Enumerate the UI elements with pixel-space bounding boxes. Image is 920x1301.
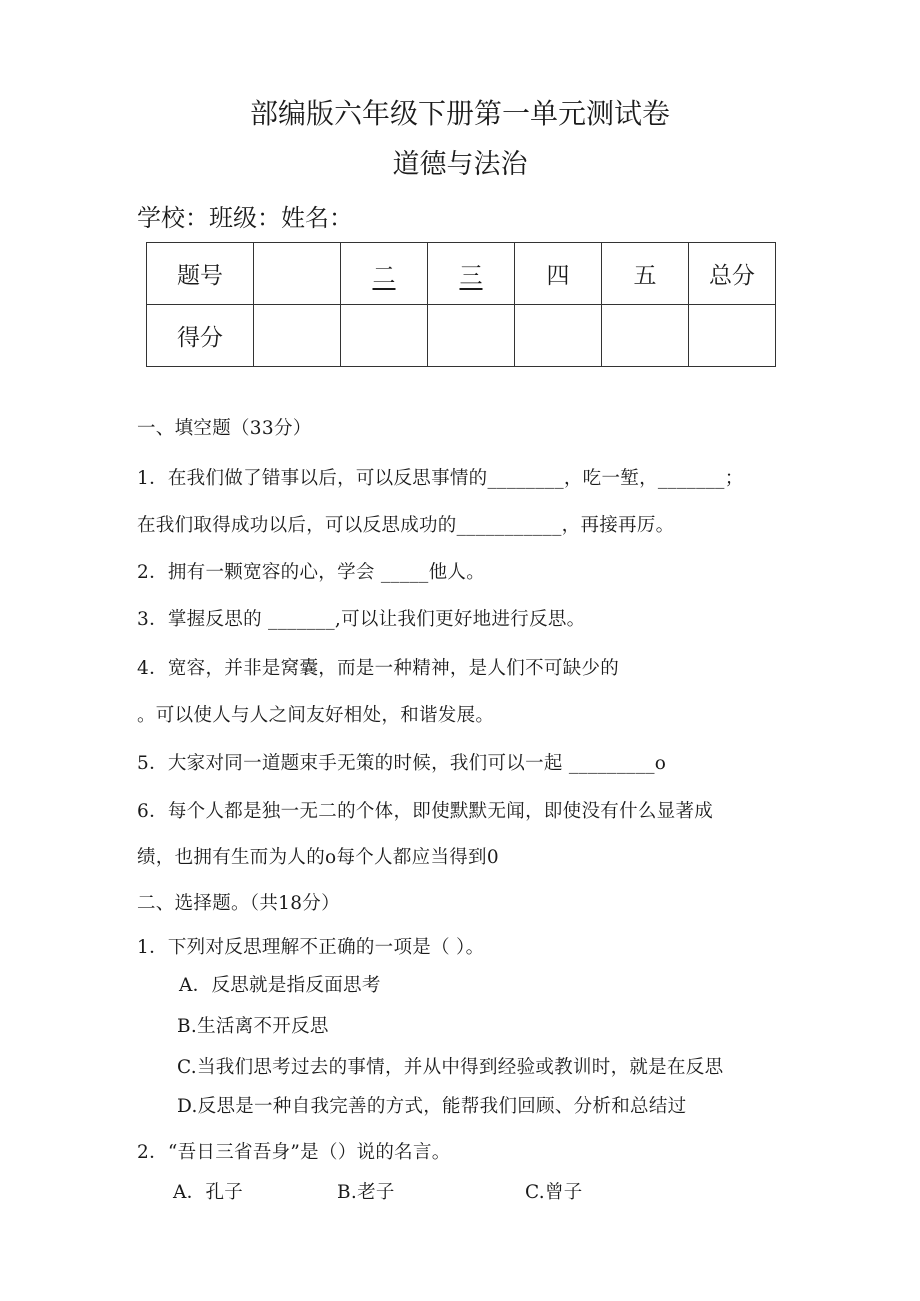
option-a: A．孔子 (173, 1182, 244, 1203)
score-input-cell[interactable] (689, 305, 776, 367)
question-line: 4．宽容，并非是窝囊，而是一种精神，是人们不可缺少的 (137, 658, 620, 679)
question-line: 1．下列对反思理解不正确的一项是（ ）。 (137, 937, 485, 958)
question-line: 在我们取得成功以后，可以反思成功的___________，再接再厉。 (137, 515, 675, 536)
score-input-cell[interactable] (428, 305, 515, 367)
score-input-cell[interactable] (254, 305, 341, 367)
option-b: B.老子 (337, 1182, 395, 1203)
student-info-line: 学校：班级：姓名： (137, 204, 353, 232)
question-line: 3．掌握反思的 _______,可以让我们更好地进行反思。 (137, 609, 586, 630)
table-cell: 二 (341, 243, 428, 305)
question-line: 2．“吾日三省吾身”是（）说的名言。 (137, 1142, 451, 1163)
table-row (147, 305, 776, 367)
table-cell: 总分 (689, 243, 776, 305)
table-cell: 得分 (147, 305, 254, 367)
option-b: B.生活离不开反思 (177, 1016, 329, 1037)
question-line: 2．拥有一颗宽容的心，学会 _____他人。 (137, 562, 486, 583)
score-input-cell[interactable] (341, 305, 428, 367)
question-line: 5．大家对同一道题束手无策的时候，我们可以一起 _________o (137, 753, 667, 774)
score-input-cell[interactable] (515, 305, 602, 367)
question-line: 6．每个人都是独一无二的个体，即使默默无闻，即使没有什么显著成 (137, 801, 714, 822)
question-line: 1．在我们做了错事以后，可以反思事情的________，吃一堑，_______； (137, 468, 744, 489)
score-table (146, 242, 776, 367)
table-cell: 四 (515, 243, 602, 305)
subject-title: 道德与法治 (392, 149, 528, 180)
table-cell (254, 243, 341, 305)
section-heading: 二、选择题。（共18分） (137, 893, 340, 914)
table-cell: 三 (428, 243, 515, 305)
section-heading: 一、填空题（33分） (137, 418, 312, 439)
question-line: 绩，也拥有生而为人的o每个人都应当得到0 (137, 847, 499, 868)
table-row (147, 243, 776, 305)
score-input-cell[interactable] (602, 305, 689, 367)
option-d: D.反思是一种自我完善的方式，能帮我们回顾、分析和总结过 (177, 1096, 687, 1117)
table-cell: 五 (602, 243, 689, 305)
option-a: A．反思就是指反面思考 (179, 975, 381, 996)
option-c: C.当我们思考过去的事情，并从中得到经验或教训时，就是在反思 (177, 1057, 724, 1078)
question-line: 。可以使人与人之间友好相处，和谐发展。 (137, 705, 495, 726)
option-c: C.曾子 (525, 1182, 583, 1203)
exam-title: 部编版六年级下册第一单元测试卷 (249, 97, 670, 130)
table-cell: 题号 (147, 243, 254, 305)
